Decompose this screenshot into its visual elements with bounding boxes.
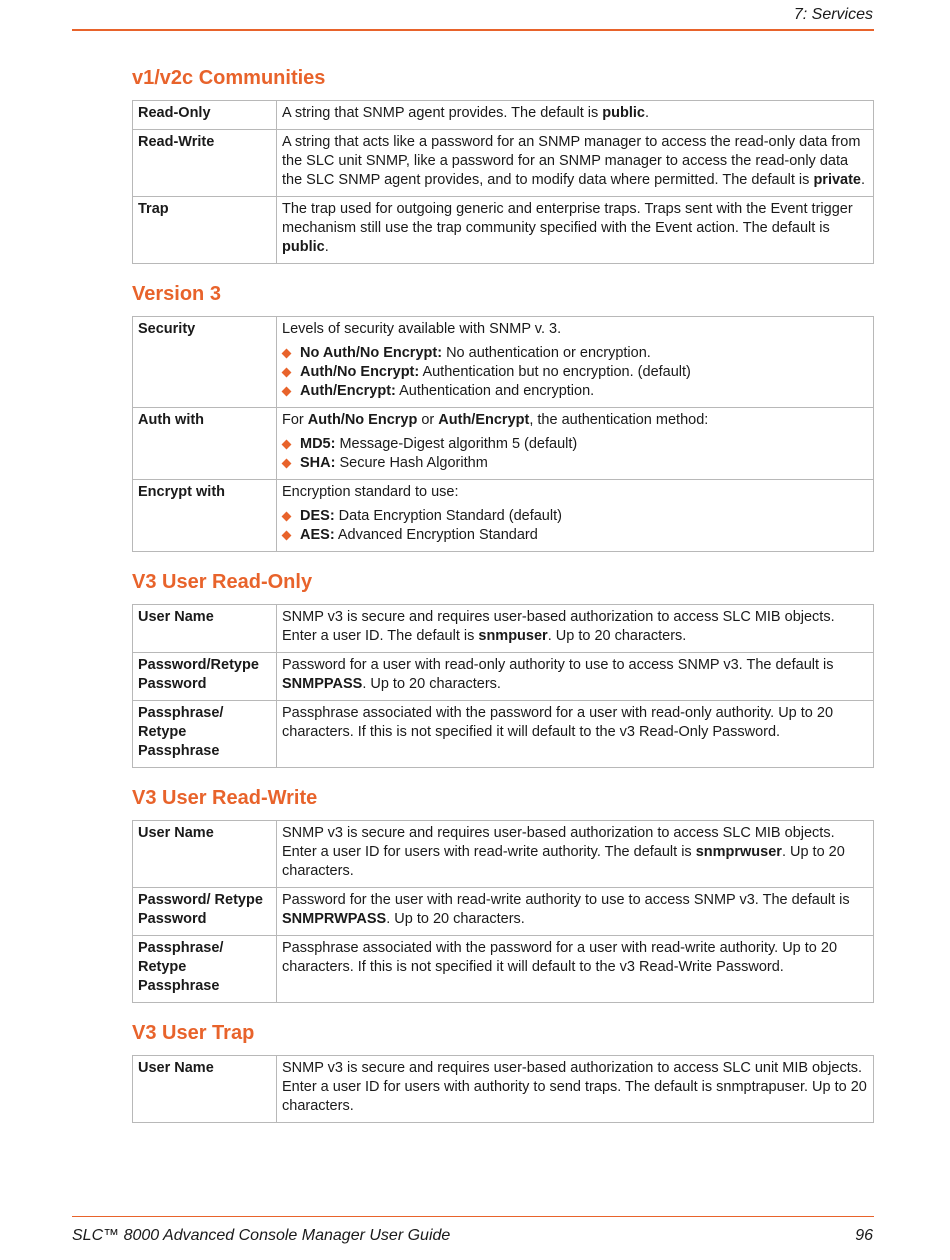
table-row xyxy=(133,1056,874,1123)
table-row xyxy=(133,408,874,480)
section-title: V3 User Trap xyxy=(132,1022,255,1044)
list-item: No Auth/No Encrypt: No authentication or encryption. xyxy=(282,344,867,363)
row-label: Passphrase/ Retype Passphrase xyxy=(133,936,277,1003)
table-row xyxy=(133,888,874,936)
communities-table xyxy=(132,100,874,264)
table-row xyxy=(133,605,874,653)
row-description: Password for the user with read-write authority to use to access SNMP v3. The default is SNMPRWPASS. Up to 20 characters. xyxy=(277,888,874,936)
page-number: 96 xyxy=(855,1227,873,1244)
list-item: DES: Data Encryption Standard (default) xyxy=(282,507,867,526)
table-row xyxy=(133,480,874,552)
table-row xyxy=(133,936,874,1003)
section-title: V3 User Read-Write xyxy=(132,787,318,809)
row-description: Encryption standard to use: DES: Data Encryption Standard (default) AES: Advanced Encryption Standard xyxy=(277,480,874,552)
row-description: A string that SNMP agent provides. The default is public. xyxy=(277,101,874,130)
row-label: Password/ Retype Password xyxy=(133,888,277,936)
row-label: Read-Only xyxy=(133,101,277,130)
table-row xyxy=(133,197,874,264)
diamond-bullet-icon xyxy=(282,349,292,359)
section-version3 xyxy=(132,280,874,552)
diamond-bullet-icon xyxy=(282,531,292,541)
row-label: Passphrase/ Retype Passphrase xyxy=(133,701,277,768)
section-title: v1/v2c Communities xyxy=(132,67,326,89)
row-description: SNMP v3 is secure and requires user-based authorization to access SLC MIB objects. Enter a user ID for users with read-write authority. The default is snmprwuser. Up to 20 characters. xyxy=(277,821,874,888)
row-label: User Name xyxy=(133,821,277,888)
diamond-bullet-icon xyxy=(282,387,292,397)
row-description: SNMP v3 is secure and requires user-based authorization to access SLC MIB objects. Enter a user ID. The default is snmpuser. Up to 20 characters. xyxy=(277,605,874,653)
row-description: The trap used for outgoing generic and enterprise traps. Traps sent with the Event trigger mechanism still use the trap community specified with the Event action. The default is public. xyxy=(277,197,874,264)
list-item: MD5: Message-Digest algorithm 5 (default) xyxy=(282,435,867,454)
row-description: Passphrase associated with the password for a user with read-only authority. Up to 20 characters. If this is not specified it will default to the v3 Read-Only Password. xyxy=(277,701,874,768)
list-item: SHA: Secure Hash Algorithm xyxy=(282,454,867,473)
diamond-bullet-icon xyxy=(282,512,292,522)
row-label: Trap xyxy=(133,197,277,264)
row-description: SNMP v3 is secure and requires user-based authorization to access SLC unit MIB objects. Enter a user ID for users with authority to send traps. The default is snmptrapuser. Up to 20 characters. xyxy=(277,1056,874,1123)
list-item: Auth/Encrypt: Authentication and encryption. xyxy=(282,382,867,401)
table-row xyxy=(133,653,874,701)
table-row xyxy=(133,821,874,888)
table-row xyxy=(133,130,874,197)
row-description: Password for a user with read-only authority to use to access SNMP v3. The default is SNMPPASS. Up to 20 characters. xyxy=(277,653,874,701)
table-row xyxy=(133,701,874,768)
table-row xyxy=(133,317,874,408)
section-v3-read-write xyxy=(132,784,874,1003)
section-communities xyxy=(132,64,874,264)
section-v3-read-only xyxy=(132,568,874,768)
list-item: AES: Advanced Encryption Standard xyxy=(282,526,867,545)
bullet-list xyxy=(282,435,867,473)
row-description: Levels of security available with SNMP v. 3. No Auth/No Encrypt: No authentication or encryption. Auth/No Encrypt: Authentication but no encryption. (default) Auth/Encrypt: Authentication and encryption. xyxy=(277,317,874,408)
footer-title: SLC™ 8000 Advanced Console Manager User Guide xyxy=(72,1227,451,1244)
row-description: A string that acts like a password for an SNMP manager to access the read-only data from the SLC unit SNMP, like a password for an SNMP manager to access the read-only data the SLC SNMP agent provides, and to modify data where permitted. The default is private. xyxy=(277,130,874,197)
row-description: Passphrase associated with the password for a user with read-write authority. Up to 20 characters. If this is not specified it will default to the v3 Read-Write Password. xyxy=(277,936,874,1003)
diamond-bullet-icon xyxy=(282,459,292,469)
bullet-list xyxy=(282,344,867,401)
row-label: Encrypt with xyxy=(133,480,277,552)
section-title: Version 3 xyxy=(132,283,221,305)
v3-read-only-table xyxy=(132,604,874,768)
row-label: Security xyxy=(133,317,277,408)
chapter-header: 7: Services xyxy=(793,6,873,23)
row-label: Password/Retype Password xyxy=(133,653,277,701)
list-item: Auth/No Encrypt: Authentication but no encryption. (default) xyxy=(282,363,867,382)
row-label: User Name xyxy=(133,605,277,653)
diamond-bullet-icon xyxy=(282,440,292,450)
row-label: User Name xyxy=(133,1056,277,1123)
row-label: Auth with xyxy=(133,408,277,480)
section-v3-trap xyxy=(132,1019,874,1123)
table-row xyxy=(133,101,874,130)
row-description: For Auth/No Encryp or Auth/Encrypt, the authentication method: MD5: Message-Digest algorithm 5 (default) SHA: Secure Hash Algorithm xyxy=(277,408,874,480)
page-content xyxy=(132,64,874,1139)
section-title: V3 User Read-Only xyxy=(132,571,313,593)
row-label: Read-Write xyxy=(133,130,277,197)
diamond-bullet-icon xyxy=(282,368,292,378)
footer-rule xyxy=(72,1216,874,1217)
v3-read-write-table xyxy=(132,820,874,1003)
header-rule xyxy=(72,29,874,31)
version3-table xyxy=(132,316,874,552)
bullet-list xyxy=(282,507,867,545)
v3-trap-table xyxy=(132,1055,874,1123)
